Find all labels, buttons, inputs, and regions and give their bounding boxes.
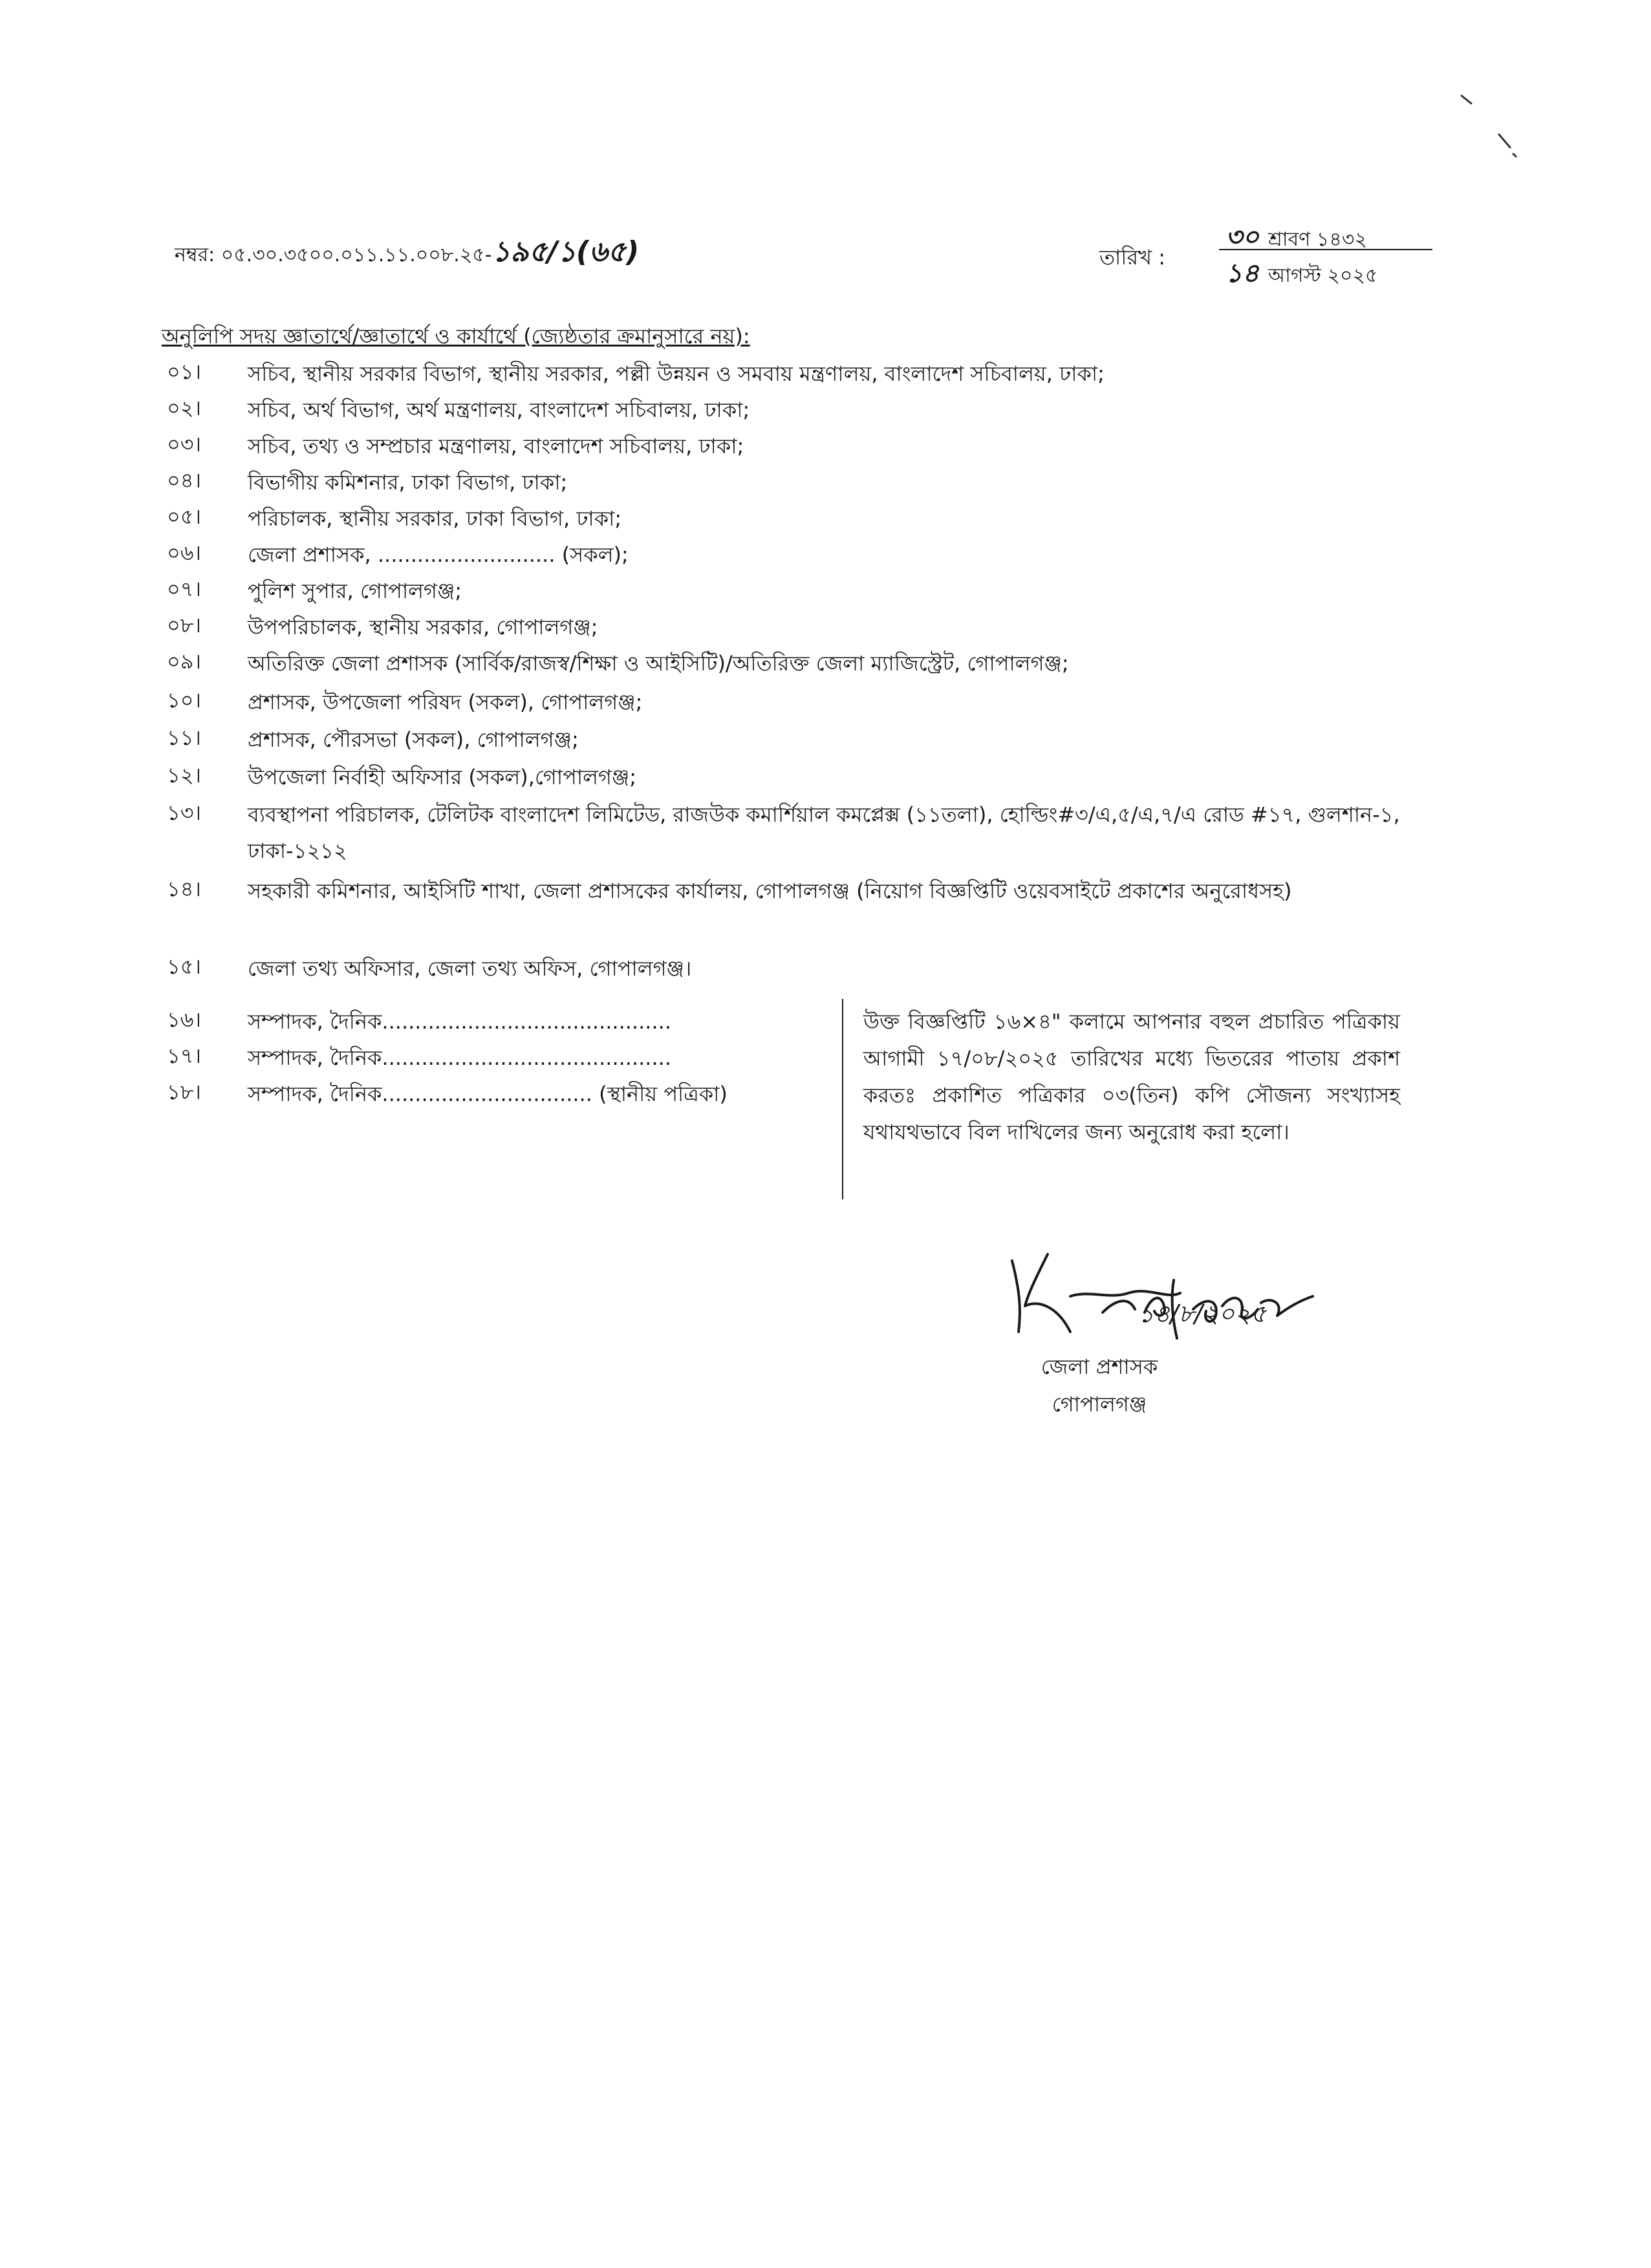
item-text: সচিব, স্থানীয় সরকার বিভাগ, স্থানীয় সরকার, পল্লী উন্নয়ন ও সমবায় মন্ত্রণালয়, বাংলাদেশ সচিবালয়, ঢাকা; bbox=[248, 361, 1105, 386]
item-text: বিভাগীয় কমিশনার, ঢাকা বিভাগ, ঢাকা; bbox=[248, 470, 568, 495]
item-number: ১৩। bbox=[167, 800, 202, 825]
memo-number-prefix: নম্বর: ০৫.৩০.৩৫০০.০১১.১১.০০৮.২৫- bbox=[175, 244, 492, 266]
memo-number bbox=[175, 230, 639, 277]
date-divider-line bbox=[1219, 249, 1432, 250]
english-date-day: ১৪ bbox=[1225, 259, 1259, 288]
item-text: প্রশাসক, উপজেলা পরিষদ (সকল), গোপালগঞ্জ; bbox=[248, 690, 643, 714]
signature-date: ১৪/৮/২০২৫ bbox=[1138, 1300, 1267, 1328]
date-label: তারিখ : bbox=[1099, 245, 1166, 270]
date-block bbox=[1099, 217, 1436, 288]
item-text: সহকারী কমিশনার, আইসিটি শাখা, জেলা প্রশাসকের কার্যালয়, গোপালগঞ্জ (নিয়োগ বিজ্ঞপ্তিটি ওয়েবসাইটে প্রকাশের অনুরোধসহ) bbox=[248, 879, 1292, 903]
item-number: ০৪। bbox=[167, 468, 202, 493]
item-number: ১০। bbox=[167, 688, 202, 712]
item-text: সম্পাদক, দৈনিক................................ (স্থানীয় পত্রিকা) bbox=[248, 1082, 728, 1106]
item-text: অতিরিক্ত জেলা প্রশাসক (সার্বিক/রাজস্ব/শিক্ষা ও আইসিটি)/অতিরিক্ত জেলা ম্যাজিস্ট্রেট, গোপালগঞ্জ; bbox=[248, 651, 1069, 676]
officer-title: জেলা প্রশাসক bbox=[1041, 1354, 1158, 1379]
publication-note: উক্ত বিজ্ঞপ্তিটি ১৬×৪" কলামে আপনার বহুল প্রচারিত পত্রিকায় আগামী ১৭/০৮/২০২৫ তারিখের মধ্যে ভিতরের পাতায় প্রকাশ করতঃ প্রকাশিত পত্রিকার ০৩(তিন) কপি সৌজন্য সংখ্যাসহ যথাযথভাবে বিল দাখিলের জন্য অনুরোধ করা হলো। bbox=[863, 1009, 1400, 1144]
item-text: ব্যবস্থাপনা পরিচালক, টেলিটক বাংলাদেশ লিমিটেড, রাজউক কমার্শিয়াল কমপ্লেক্স (১১তলা), হোল্ডিং#৩/এ,৫/এ,৭/এ রোড #১৭, গুলশান-১, ঢাকা-১২১২ bbox=[248, 802, 1400, 863]
item-text: জেলা তথ্য অফিসার, জেলা তথ্য অফিস, গোপালগঞ্জ। bbox=[248, 956, 692, 981]
item-number: ১৬। bbox=[167, 1007, 202, 1032]
item-number: ১৪। bbox=[167, 877, 201, 901]
item-number: ০৭। bbox=[167, 577, 202, 601]
item-number: ১১। bbox=[167, 725, 201, 750]
scan-artifact-icon bbox=[1449, 78, 1526, 181]
item-number: ০৯। bbox=[167, 649, 202, 674]
memo-number-handwritten: ১৯৫/১(৬৫) bbox=[491, 235, 640, 268]
handwritten-signature bbox=[999, 1235, 1335, 1364]
item-number: ০১। bbox=[167, 359, 202, 384]
officer-block bbox=[1025, 1348, 1174, 1423]
item-number: ০৮। bbox=[167, 613, 202, 637]
english-date bbox=[1225, 253, 1377, 296]
item-number: ১২। bbox=[167, 763, 202, 787]
item-number: ০৩। bbox=[167, 432, 202, 456]
note-divider-line bbox=[842, 999, 843, 1199]
item-text: জেলা প্রশাসক, ........................... (সকল); bbox=[248, 542, 629, 567]
bangla-date-month-year: শ্রাবণ ১৪৩২ bbox=[1268, 228, 1367, 251]
item-text: সচিব, তথ্য ও সম্প্রচার মন্ত্রণালয়, বাংলাদেশ সচিবালয়, ঢাকা; bbox=[248, 434, 744, 458]
item-number: ১৮। bbox=[167, 1080, 201, 1104]
item-number: ০৫। bbox=[167, 504, 202, 529]
item-text: প্রশাসক, পৌরসভা (সকল), গোপালগঞ্জ; bbox=[248, 727, 579, 752]
item-text: উপজেলা নির্বাহী অফিসার (সকল),গোপালগঞ্জ; bbox=[248, 765, 637, 789]
item-text: পরিচালক, স্থানীয় সরকার, ঢাকা বিভাগ, ঢাকা; bbox=[248, 506, 622, 531]
item-text: পুলিশ সুপার, গোপালগঞ্জ; bbox=[248, 579, 462, 603]
item-text: সম্পাদক, দৈনিক............................................ bbox=[248, 1045, 671, 1070]
item-text: সচিব, অর্থ বিভাগ, অর্থ মন্ত্রণালয়, বাংলাদেশ সচিবালয়, ঢাকা; bbox=[248, 398, 750, 422]
signature bbox=[999, 1235, 1335, 1367]
item-number: ১৭। bbox=[167, 1043, 202, 1068]
officer-district: গোপালগঞ্জ bbox=[1052, 1392, 1147, 1417]
distribution-heading: অনুলিপি সদয় জ্ঞাতার্থে/জ্ঞাতার্থে ও কার্যার্থে (জ্যেষ্ঠতার ক্রমানুসারে নয়): bbox=[162, 324, 750, 348]
bangla-date-day: ৩০ bbox=[1225, 222, 1260, 252]
english-date-month-year: আগস্ট ২০২৫ bbox=[1268, 264, 1378, 287]
item-number: ০২। bbox=[167, 396, 202, 420]
item-number: ০৬। bbox=[167, 540, 202, 565]
scan-marks bbox=[1449, 78, 1526, 184]
item-text: সম্পাদক, দৈনিক............................................ bbox=[248, 1009, 671, 1034]
item-number: ১৫। bbox=[167, 954, 201, 979]
item-text: উপপরিচালক, স্থানীয় সরকার, গোপালগঞ্জ; bbox=[248, 615, 598, 639]
